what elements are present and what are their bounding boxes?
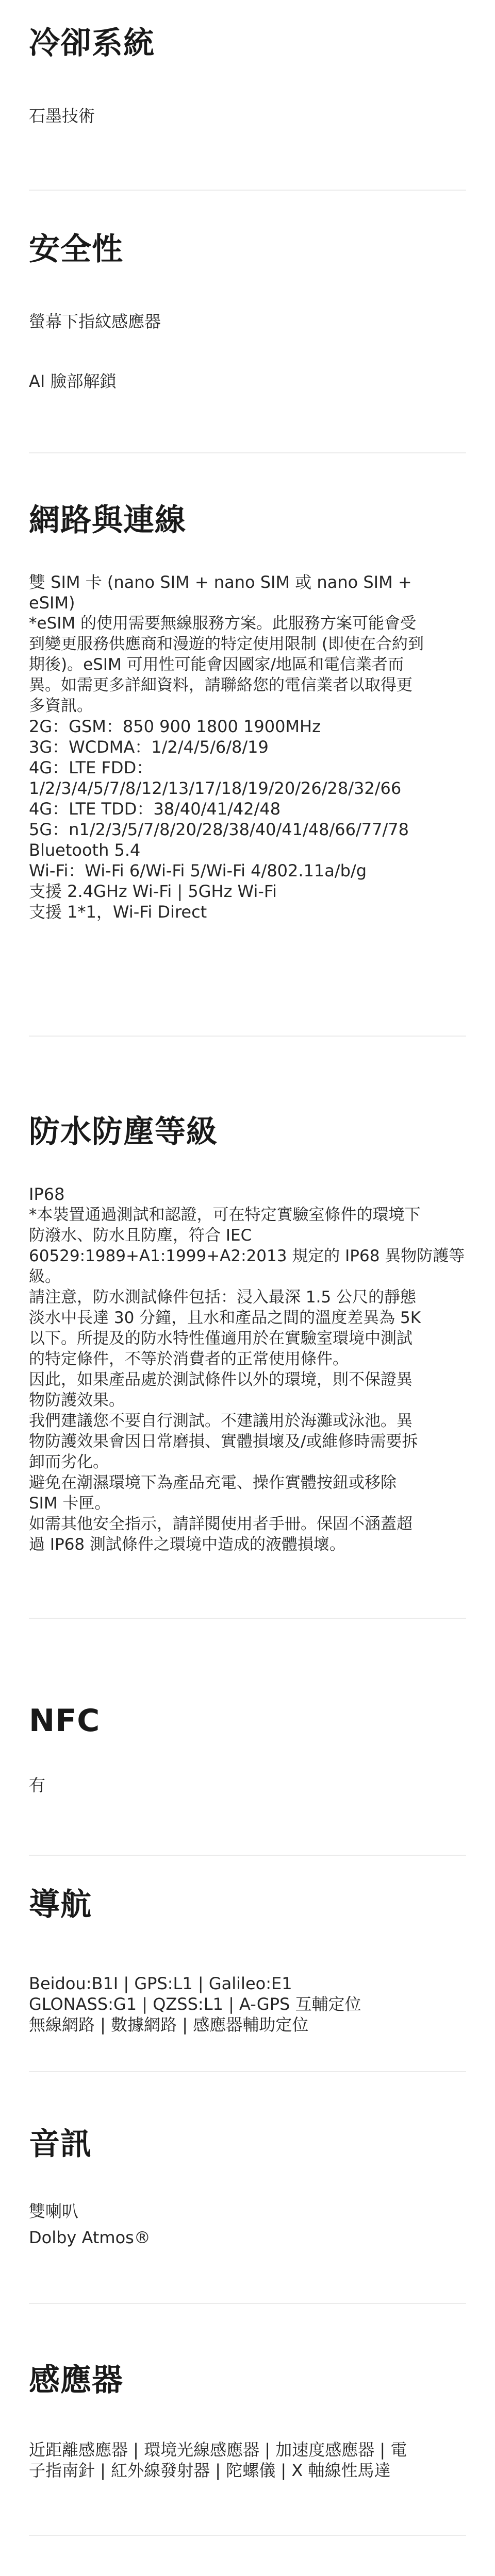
section-divider (29, 1855, 466, 1856)
section-title-waterproof: 防水防塵等級 (29, 1114, 218, 1150)
section-title-security: 安全性 (29, 231, 123, 267)
spec-value-face-unlock: AI 臉部解鎖 (29, 371, 117, 391)
spec-note: 以下。所提及的防水特性僅適用於在實驗室環境中測試 (29, 1329, 412, 1348)
spec-note: 級。 (29, 1267, 61, 1286)
section-divider (29, 2303, 466, 2304)
spec-note: 因此，如果產品處於測試條件以外的環境，則不保證異 (29, 1370, 412, 1389)
spec-note: SIM 卡匣。 (29, 1494, 111, 1513)
spec-note: 如需其他安全指示，請詳閱使用者手冊。保固不涵蓋超 (29, 1515, 412, 1533)
spec-line: Beidou:B1I | GPS:L1 | Galileo:E1 (29, 1974, 292, 1993)
section-title-navigation: 導航 (29, 1887, 92, 1923)
section-divider (29, 190, 466, 191)
spec-line: 雙 SIM 卡 (nano SIM + nano SIM 或 nano SIM + (29, 572, 412, 592)
spec-note: *本裝置通過測試和認證，可在特定實驗室條件的環境下 (29, 1206, 421, 1224)
spec-line: 2G：GSM：850 900 1800 1900MHz (29, 717, 321, 736)
spec-line: 1/2/3/4/5/7/8/12/13/17/18/19/20/26/28/32/66 (29, 778, 402, 798)
spec-note: 請注意，防水測試條件包括：浸入最深 1.5 公尺的靜態 (29, 1288, 417, 1307)
section-divider (29, 2535, 466, 2536)
section-divider (29, 2071, 466, 2072)
section-title-network: 網路與連線 (29, 502, 186, 538)
spec-note: 異。如需更多詳細資料，請聯絡您的電信業者以取得更 (29, 676, 412, 694)
spec-note: 多資訊。 (29, 697, 93, 715)
spec-block-navigation (29, 1973, 466, 2035)
spec-note: 物防護效果。 (29, 1391, 125, 1410)
section-divider (29, 452, 466, 453)
spec-note: *eSIM 的使用需要無線服務方案。此服務方案可能會受 (29, 614, 416, 633)
spec-line: 支援 2.4GHz Wi-Fi | 5GHz Wi-Fi (29, 882, 277, 901)
spec-value-speakers: 雙喇叭 (29, 2201, 79, 2221)
spec-line: 子指南針 | 紅外線發射器 | 陀螺儀 | X 軸線性馬達 (29, 2461, 391, 2480)
section-title-nfc: NFC (29, 1703, 101, 1739)
spec-note: 淡水中長達 30 分鐘，且水和產品之間的溫度差異為 5K (29, 1309, 421, 1327)
spec-note: 物防護效果會因日常磨損、實體損壞及/或維修時需要拆 (29, 1432, 418, 1451)
spec-note: 我們建議您不要自行測試。不建議用於海灘或泳池。異 (29, 1412, 412, 1430)
spec-line: 4G：LTE TDD：38/40/41/42/48 (29, 799, 281, 819)
spec-line: 近距離感應器 | 環境光線感應器 | 加速度感應器 | 電 (29, 2440, 407, 2460)
spec-line: 5G：n1/2/3/5/7/8/20/28/38/40/41/48/66/77/78 (29, 820, 409, 839)
spec-note: 期後)。eSIM 可用性可能會因國家/地區和電信業者而 (29, 655, 404, 674)
spec-line: IP68 (29, 1184, 65, 1204)
section-title-cooling: 冷卻系統 (29, 25, 155, 61)
spec-line: 3G：WCDMA：1/2/4/5/6/8/19 (29, 737, 269, 757)
spec-note: 過 IP68 測試條件之環境中造成的液體損壞。 (29, 1535, 345, 1554)
spec-block-waterproof (29, 1184, 466, 1555)
spec-value-dolby: Dolby Atmos® (29, 2228, 151, 2247)
spec-note: 60529:1989+A1:1999+A2:2013 規定的 IP68 異物防護等 (29, 1247, 465, 1265)
spec-line: GLONASS:G1 | QZSS:L1 | A-GPS 互輔定位 (29, 1994, 361, 2014)
spec-line: 支援 1*1，Wi-Fi Direct (29, 902, 207, 922)
spec-block-sensors (29, 2439, 466, 2481)
spec-note: 防潑水、防水且防塵，符合 IEC (29, 1226, 252, 1245)
section-title-sensors: 感應器 (29, 2362, 123, 2398)
spec-block-network (29, 572, 466, 922)
spec-value-cooling: 石墨技術 (29, 106, 95, 126)
spec-note: 卸而劣化。 (29, 1453, 109, 1471)
spec-note: 的特定條件，不等於消費者的正常使用條件。 (29, 1350, 349, 1368)
section-divider (29, 1618, 466, 1619)
spec-line: eSIM) (29, 593, 75, 613)
spec-note: 到變更服務供應商和漫遊的特定使用限制 (即使在合約到 (29, 635, 424, 653)
spec-line: Bluetooth 5.4 (29, 840, 141, 860)
section-title-audio: 音訊 (29, 2126, 92, 2162)
spec-note: 避免在潮濕環境下為產品充電、操作實體按鈕或移除 (29, 1473, 397, 1492)
spec-line: Wi-Fi：Wi-Fi 6/Wi-Fi 5/Wi-Fi 4/802.11a/b/g (29, 861, 367, 880)
spec-line: 無線網路 | 數據網路 | 感應器輔助定位 (29, 2015, 309, 2035)
spec-value-nfc: 有 (29, 1775, 46, 1795)
spec-line: 4G：LTE FDD： (29, 758, 153, 777)
section-divider (29, 1036, 466, 1037)
spec-value-fingerprint: 螢幕下指紋感應器 (29, 312, 161, 331)
